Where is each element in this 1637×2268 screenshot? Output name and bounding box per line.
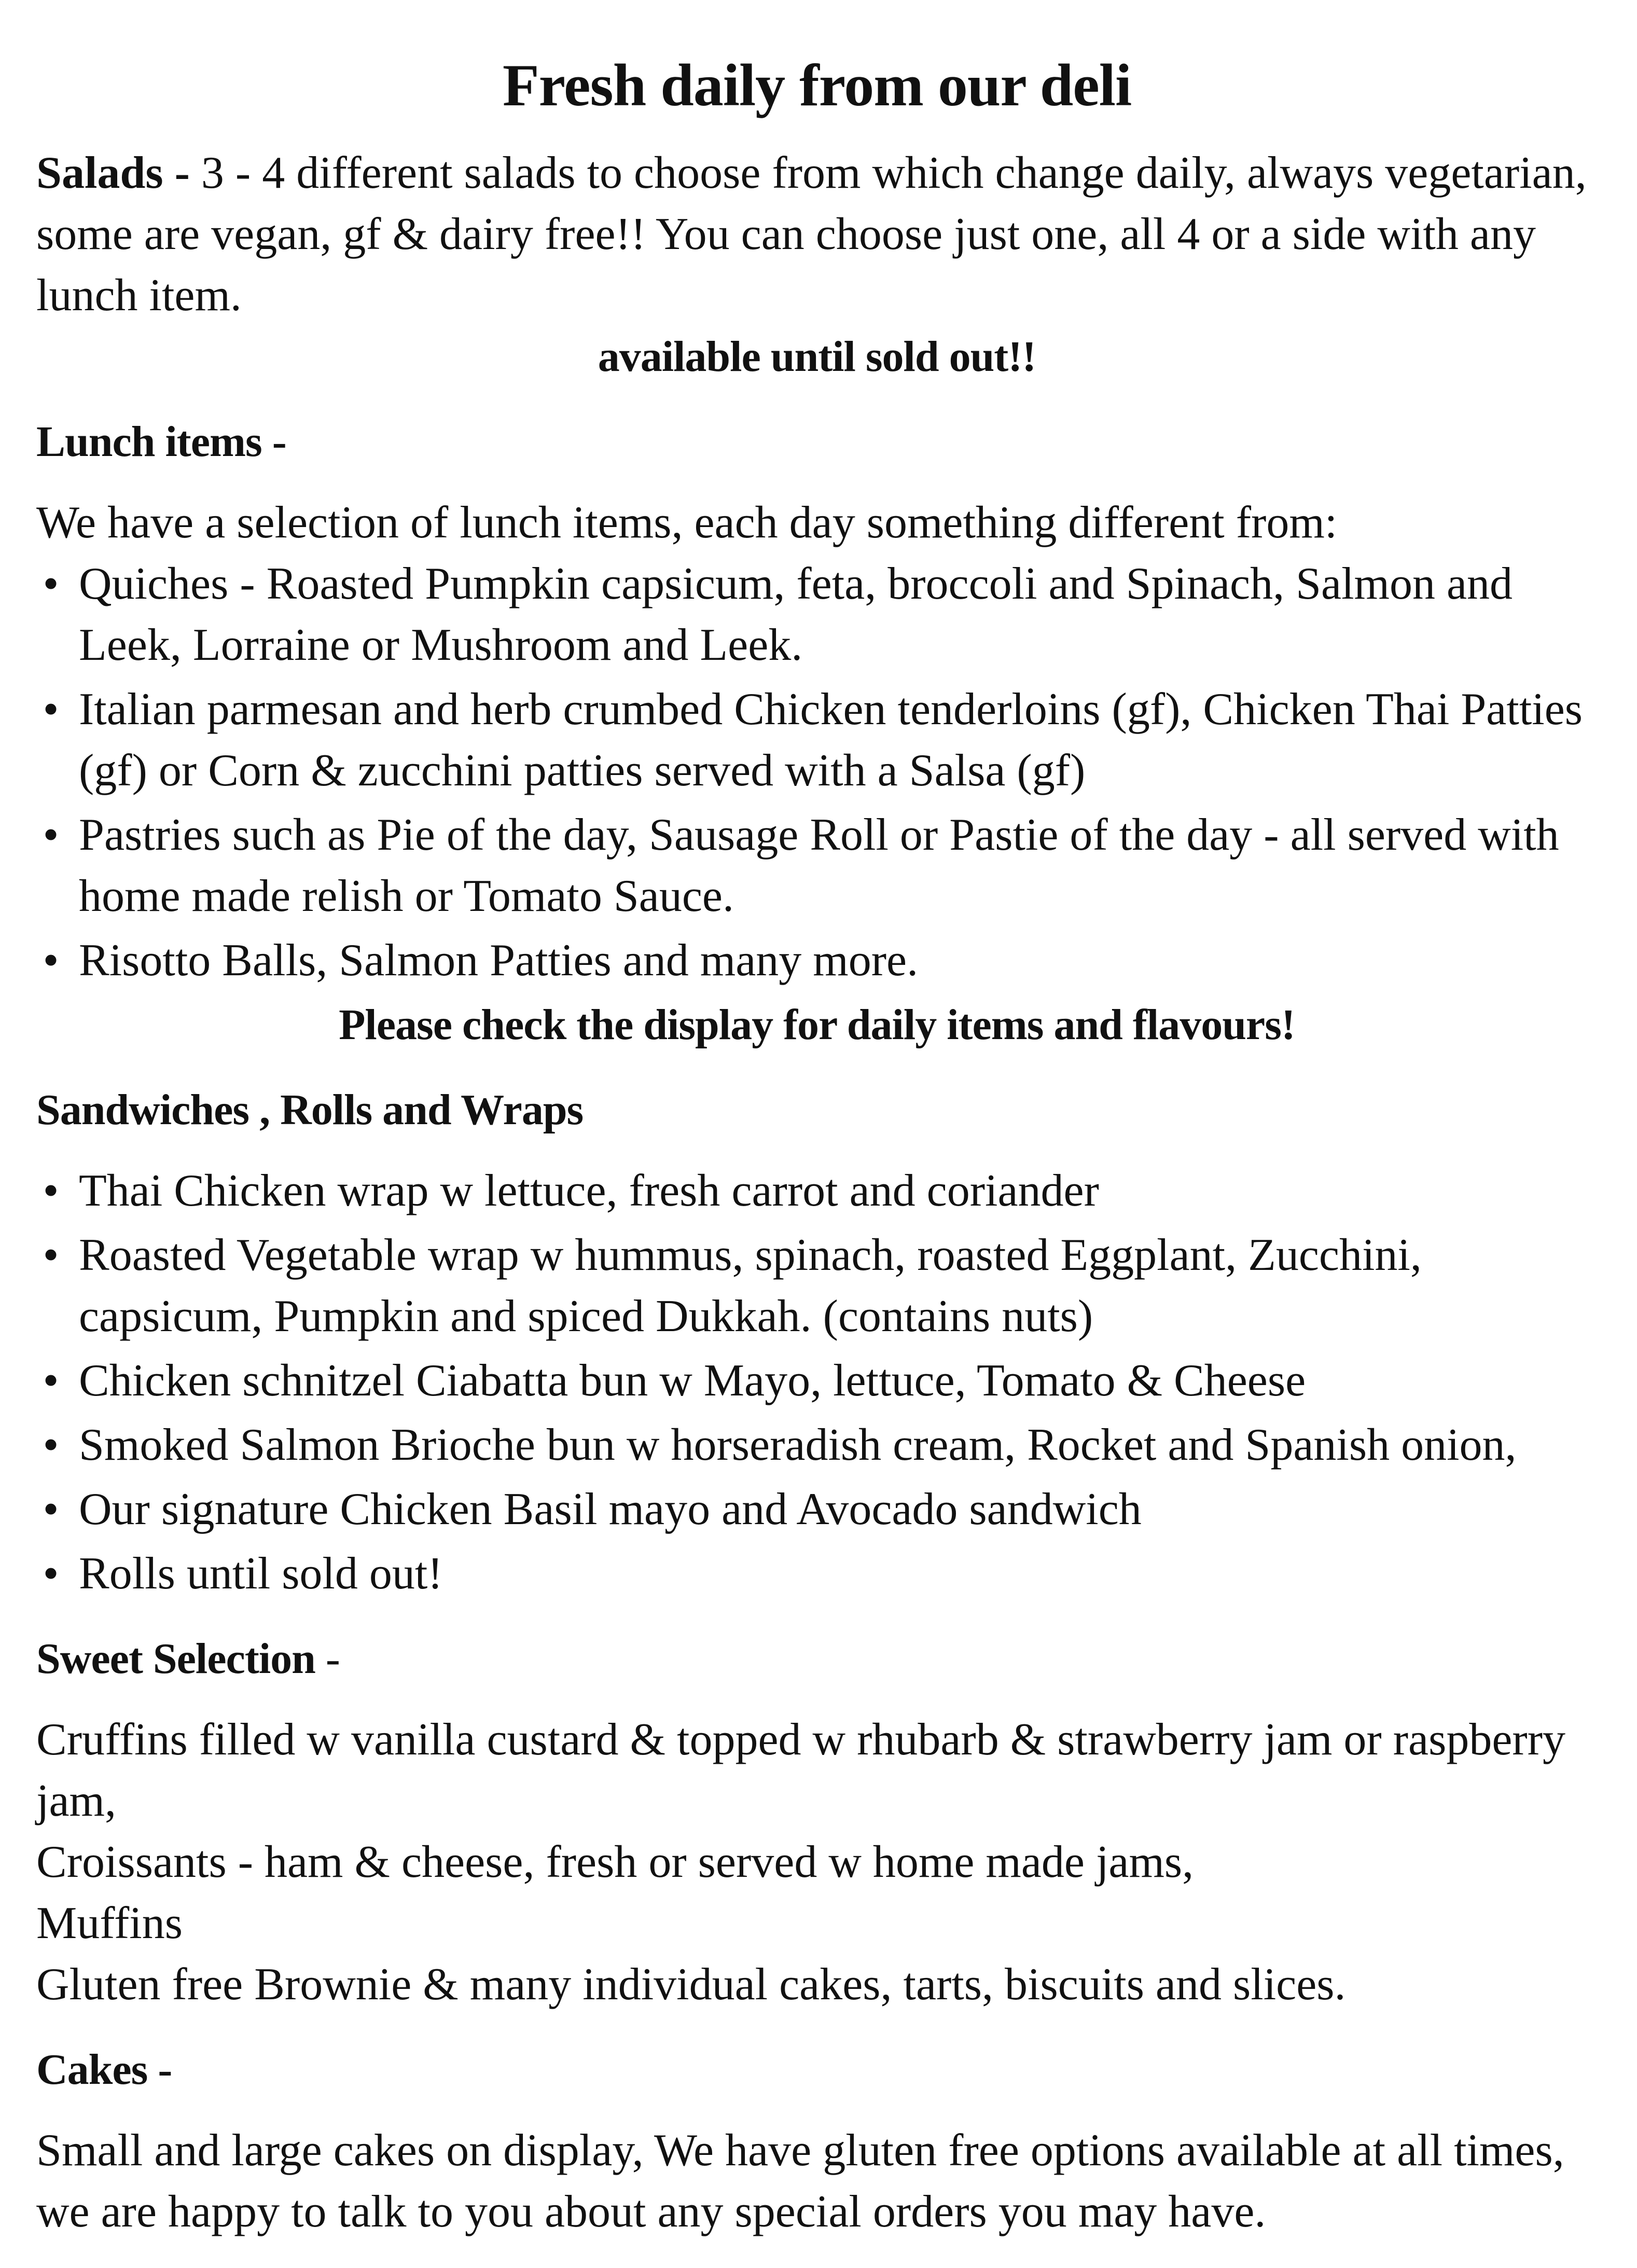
bullet-icon: • [43,810,59,860]
bullet-icon: • [43,1166,59,1216]
sweet-line: Croissants - ham & cheese, fresh or served w home made jams, [36,1837,1194,1887]
list-item-text: Risotto Balls, Salmon Patties and many more. [79,935,919,986]
list-item [36,554,1598,676]
menu-page [36,49,1598,2243]
list-item [36,930,1598,991]
list-item-text: Smoked Salmon Brioche bun w horseradish cream, Rocket and Spanish onion, [79,1420,1517,1470]
list-item [36,1225,1598,1347]
list-item [36,1160,1598,1222]
list-item-text: Thai Chicken wrap w lettuce, fresh carrot and coriander [79,1166,1099,1216]
list-item-text: Rolls until sold out! [79,1548,443,1599]
salads-dash: - [163,148,201,198]
lunch-display-note: Please check the display for daily items and flavours! [339,1001,1295,1049]
salads-availability-note: available until sold out!! [598,333,1036,381]
list-item-text: Chicken schnitzel Ciabatta bun w Mayo, lettuce, Tomato & Cheese [79,1356,1306,1406]
bullet-icon: • [43,1230,59,1280]
bullet-icon: • [43,1420,59,1470]
bullet-icon: • [43,1356,59,1406]
list-item-text: Italian parmesan and herb crumbed Chicken tenderloins (gf), Chicken Thai Patties (gf) or Corn & zucchini patties served with a Salsa (gf) [79,684,1583,796]
list-item [36,1543,1598,1605]
list-item-text: Our signature Chicken Basil mayo and Avocado sandwich [79,1484,1142,1534]
list-item [36,805,1598,927]
lunch-list [36,554,1598,991]
sweet-heading [36,1628,1598,1690]
page-title: Fresh daily from our deli [502,52,1132,119]
bullet-icon: • [43,1548,59,1599]
list-item-text: Quiches - Roasted Pumpkin capsicum, feta, broccoli and Spinach, Salmon and Leek, Lorraine or Mushroom and Leek. [79,559,1513,670]
sandwiches-list [36,1160,1598,1605]
list-item-text: Pastries such as Pie of the day, Sausage Roll or Pastie of the day - all served with home made relish or Tomato Sauce. [79,810,1559,921]
bullet-icon: • [43,1484,59,1534]
list-item [36,1415,1598,1476]
salads-paragraph [36,143,1598,326]
sweet-list [36,1709,1598,2015]
salads-label: Salads [36,148,163,198]
sweet-line: Cruffins filled w vanilla custard & topped w rhubarb & strawberry jam or raspberry jam, [36,1714,1565,1826]
bullet-icon: • [43,935,59,986]
lunch-intro: We have a selection of lunch items, each day something different from: [36,497,1338,548]
list-item-text: Roasted Vegetable wrap w hummus, spinach, roasted Eggplant, Zucchini, capsicum, Pumpkin and spiced Dukkah. (contains nuts) [79,1230,1422,1342]
list-item [36,1350,1598,1412]
bullet-icon: • [43,684,59,735]
cakes-text: Small and large cakes on display, We have gluten free options available at all times, we are happy to talk to you about any special orders you may have. [36,2125,1564,2237]
bullet-icon: • [43,559,59,609]
list-item [36,1479,1598,1540]
sweet-line: Gluten free Brownie & many individual cakes, tarts, biscuits and slices. [36,1959,1346,2010]
cakes-heading: Cakes - [36,2045,172,2094]
sweet-heading-label: Sweet Selection [36,1635,315,1683]
sweet-heading-dash: - [315,1635,340,1683]
salads-text: 3 - 4 different salads to choose from which change daily, always vegetarian, some are vegan, gf & dairy free!! You can choose just one, all 4 or a side with any lunch item. [36,148,1587,321]
sandwiches-heading: Sandwiches , Rolls and Wraps [36,1086,584,1134]
sweet-line: Muffins [36,1898,183,1948]
lunch-heading: Lunch items - [36,418,286,466]
list-item [36,679,1598,801]
